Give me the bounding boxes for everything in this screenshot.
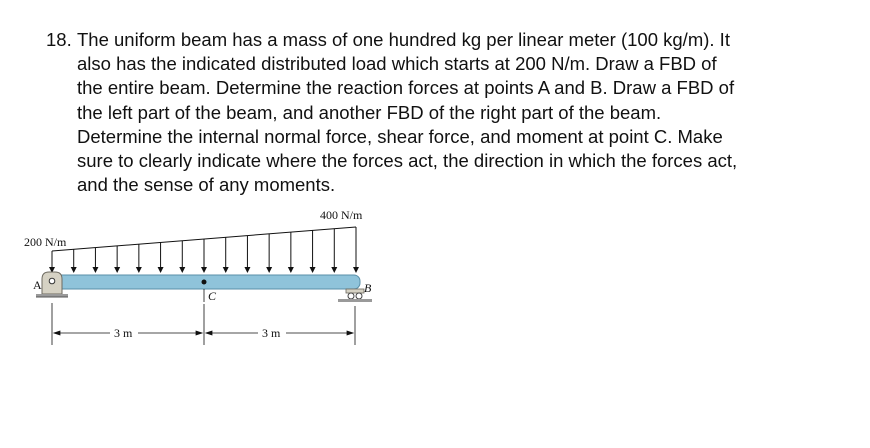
load-start-label: 200 N/m: [24, 235, 67, 249]
load-arrow-head: [179, 267, 185, 273]
point-a-label: A: [33, 278, 42, 292]
dim-left-label: 3 m: [114, 326, 133, 340]
load-arrow-head: [92, 267, 98, 273]
load-arrow-head: [353, 267, 359, 273]
load-end-label: 400 N/m: [320, 208, 363, 222]
problem-line-3: the entire beam. Determine the reaction forces at points A and B. Draw a FBD of: [77, 77, 735, 99]
point-b-label: B: [364, 281, 372, 295]
problem-line-2: also has the indicated distributed load which starts at 200 N/m. Draw a FBD of: [77, 53, 717, 75]
problem-line-7: and the sense of any moments.: [77, 174, 336, 196]
problem-line-4: the left part of the beam, and another FBD of the right part of the beam.: [77, 101, 662, 123]
point-c-label: C: [208, 289, 217, 303]
dim-right-label: 3 m: [262, 326, 281, 340]
load-arrow-head: [201, 267, 207, 273]
problem-line-5: Determine the internal normal force, shear force, and moment at point C. Make: [77, 125, 723, 147]
problem-line-6: sure to clearly indicate where the forces act, the direction in which the forces act,: [77, 150, 738, 172]
problem-number: 18.: [46, 29, 72, 50]
point-c-dot: [202, 280, 207, 285]
load-arrow-head: [136, 267, 142, 273]
load-arrow-head: [244, 267, 250, 273]
load-arrow-head: [71, 267, 77, 273]
load-arrow-head: [158, 267, 164, 273]
load-arrow-head: [331, 267, 337, 273]
dimension-lines: [52, 303, 355, 345]
load-arrow-head: [223, 267, 229, 273]
load-arrow-head: [266, 267, 272, 273]
load-arrow-head: [288, 267, 294, 273]
load-arrow-head: [114, 267, 120, 273]
problem-line-1: The uniform beam has a mass of one hundred kg per linear meter (100 kg/m). It: [77, 29, 730, 50]
distributed-load-arrows: [49, 227, 359, 273]
load-arrow-head: [310, 267, 316, 273]
